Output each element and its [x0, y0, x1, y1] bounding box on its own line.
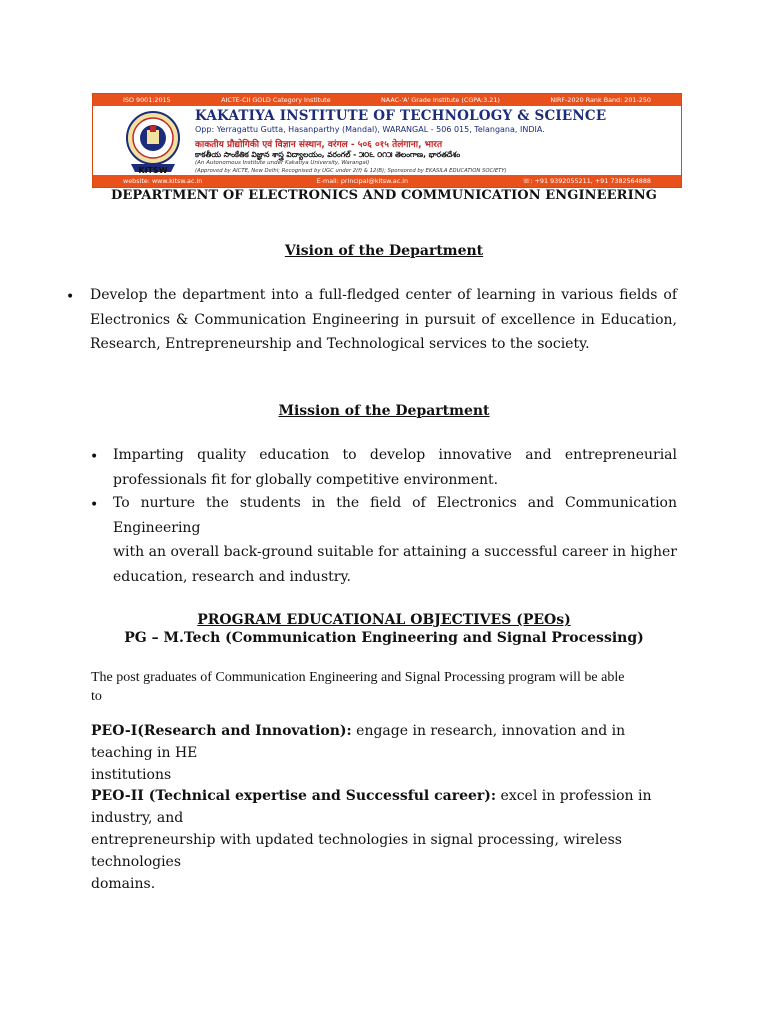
vision-paragraph — [90, 283, 677, 357]
mission-line: To nurture the students in the field of Electronics and Communication Engineering — [113, 495, 677, 536]
peo-text: entrepreneurship with updated technologies in signal processing, wireless technologies — [91, 832, 622, 870]
mission-line: Imparting quality education to develop innovative and entrepreneurial — [113, 447, 677, 463]
mission-item-2 — [113, 491, 677, 589]
approval-note: (Approved by AICTE, New Delhi; Recognised by UGC under 2(f) & 12(B); Sponsored by EKASILA EDUCATION SOCIETY) — [195, 168, 507, 174]
bullet-dot: • — [66, 289, 75, 305]
website-text: website: www.kitsw.ac.in — [123, 177, 203, 185]
naac-text: NAAC-'A' Grade Institute (CGPA:3.21) — [381, 96, 500, 104]
vision-line: Electronics & Communication Engineering in pursuit of excellence in Education, — [90, 311, 677, 328]
peo-heading: PROGRAM EDUCATIONAL OBJECTIVES (PEOs) — [197, 612, 571, 628]
letterhead-top-strip — [93, 94, 681, 106]
peo-label: PEO-II (Technical expertise and Successful career): — [91, 788, 497, 804]
mission-line: professionals fit for globally competitive environment. — [113, 471, 499, 488]
institute-name-telugu: కాకతీయ సాంకేతిక విజ్ఞాన శాస్త్ర విద్యాలయం, వరంగల్ - ౫౦౬ ౦౧౫ తెలంగాణ, భారతదేశం — [195, 150, 461, 159]
letterhead-banner — [92, 93, 682, 188]
nirf-text: NIRF-2020 Rank Band: 201-250 — [550, 96, 651, 104]
email-text: E-mail: principal@kitsw.ac.in — [316, 177, 409, 185]
vision-line: Develop the department into a full-fledged center of learning in various fields of — [90, 287, 677, 303]
peo-item-2 — [91, 785, 691, 895]
institute-address: Opp: Yerragattu Gutta, Hasanparthy (Mandal), WARANGAL - 506 015, Telangana, INDIA. — [195, 125, 545, 134]
peo-text: excel in profession in industry, and — [91, 788, 652, 826]
peo-subheading: PG – M.Tech (Communication Engineering and Signal Processing) — [124, 630, 644, 646]
logo-caption: KITSW — [138, 166, 168, 175]
vision-heading: Vision of the Department — [284, 243, 484, 259]
institute-name-hindi: काकतीय प्रौद्योगिकी एवं विज्ञान संस्थान, वरंगल - ५०६ ०१५ तेलंगाना, भारत — [195, 140, 443, 150]
peo-intro — [91, 668, 691, 706]
peo-intro-line: The post graduates of Communication Engineering and Signal Processing program will be able — [91, 670, 625, 685]
peo-text: domains. — [91, 876, 156, 892]
peo-item-1 — [91, 720, 691, 786]
autonomous-note: (An Autonomous Institute under Kakatiya University, Warangal) — [195, 160, 370, 166]
iso-text: ISO 9001:2015 — [123, 96, 171, 104]
bullet-dot: • — [90, 497, 99, 513]
aicte-text: AICTE-CII GOLD Category Institute — [221, 96, 331, 104]
peo-text: engage in research, innovation and in teaching in HE — [91, 723, 626, 761]
mission-heading: Mission of the Department — [278, 403, 490, 419]
mission-line: with an overall back-ground suitable for attaining a successful career in higher — [113, 544, 677, 560]
phone-text: ☏: +91 9392055211, +91 7382564888 — [522, 177, 651, 185]
letterhead-bottom-strip — [93, 175, 681, 187]
mission-item-1 — [113, 443, 677, 492]
bullet-dot: • — [90, 449, 99, 465]
institute-name: KAKATIYA INSTITUTE OF TECHNOLOGY & SCIENCE — [195, 108, 607, 124]
department-title: DEPARTMENT OF ELECTRONICS AND COMMUNICATION ENGINEERING — [111, 188, 657, 203]
mission-line: education, research and industry. — [113, 568, 351, 585]
peo-text: institutions — [91, 767, 172, 783]
vision-line: Research, Entrepreneurship and Technological services to the society. — [90, 336, 590, 352]
peo-label: PEO-I(Research and Innovation): — [91, 723, 352, 739]
peo-intro-line: to — [91, 689, 102, 704]
